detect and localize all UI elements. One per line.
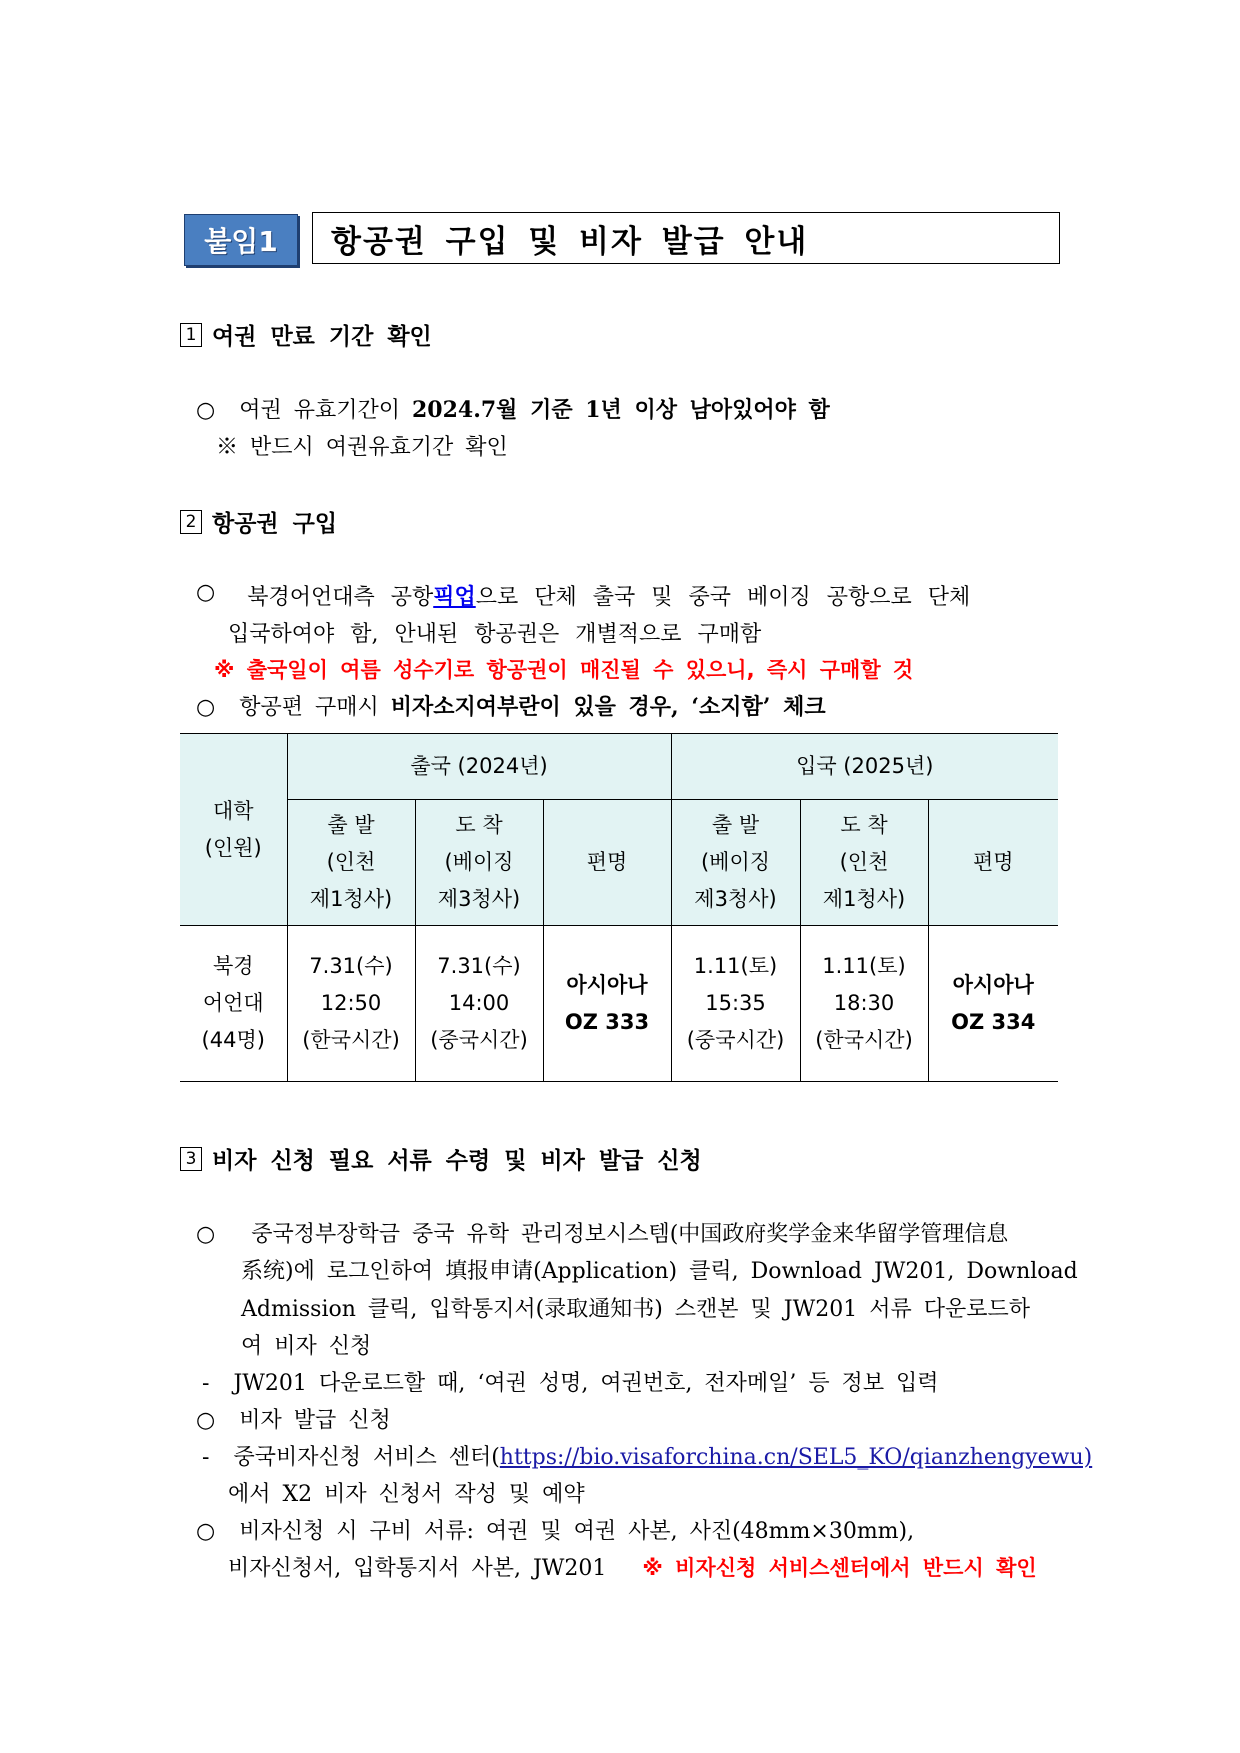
- col-return-to: 도 착 (인천 제1청사): [800, 800, 928, 926]
- section-3-dash-2-cont: 에서 X2 비자 신청서 작성 및 예약: [228, 1482, 585, 1507]
- col-return-flight: 편명: [928, 800, 1058, 926]
- col-return-from: 출 발 (베이징 제3청사): [671, 800, 800, 926]
- col-departure-flight: 편명: [543, 800, 671, 926]
- section-2-warning: ※ 출국일이 여름 성수기로 항공권이 매진될 수 있으니, 즉시 구매할 것: [214, 658, 914, 682]
- section-2-bullet-1-cont: 입국하여야 함, 안내된 항공권은 개별적으로 구매함: [228, 622, 762, 647]
- section-3-bullet-1-line-4: 여 비자 신청: [241, 1334, 372, 1359]
- return-group-header: 입국 (2025년): [671, 734, 1058, 800]
- cell-ret-from: 1.11(토) 15:35 (중국시간): [671, 926, 800, 1082]
- section-1-note: ※ 반드시 여권유효기간 확인: [216, 435, 508, 460]
- section-3-bullet-1-line-3: Admission 클릭, 입학통지서(录取通知书) 스캔본 및 JW201 서류 다운로드하: [241, 1297, 1030, 1322]
- cell-univ: 북경 어언대 (44명): [180, 926, 287, 1082]
- bullet-circle: ○: [196, 1408, 216, 1433]
- document-header: [184, 212, 1062, 264]
- cell-ret-flight: 아시아나 OZ 334: [928, 926, 1058, 1082]
- section-1-heading: [180, 318, 432, 351]
- dash-marker: -: [202, 1371, 210, 1396]
- section-2-number: 2: [180, 510, 202, 534]
- section-3-heading: [180, 1142, 702, 1175]
- section-2-bullet-1: ○ 북경어언대측 공항 픽업 으로 단체 출국 및 중국 베이징 공항으로 단체: [196, 580, 971, 610]
- bullet-circle: ○: [196, 398, 216, 423]
- cell-dep-to: 7.31(수) 14:00 (중국시간): [415, 926, 543, 1082]
- section-2-title: 항공권 구입: [212, 510, 338, 537]
- section-1-bullet-1: ○ 여권 유효기간이 2024.7월 기준 1년 이상 남아있어야 함: [196, 397, 830, 423]
- attachment-badge: 붙임1: [184, 214, 298, 266]
- section-2-bullet-2: ○ 항공편 구매시 비자소지여부란이 있을 경우, ‘소지함’ 체크: [196, 694, 826, 720]
- section-3-bullet-3: ○ 비자신청 시 구비 서류: 여권 및 여권 사본, 사진(48mm×30mm),: [196, 1519, 915, 1544]
- section-3-bullet-1-line-2: 系统)에 로그인하여 填报申请(Application) 클릭, Download JW201, Download: [241, 1259, 1078, 1284]
- visa-center-warning: ※ 비자신청 서비스센터에서 반드시 확인: [642, 1556, 1037, 1580]
- col-departure-from: 출 발 (인천 제1청사): [287, 800, 415, 926]
- section-1-title: 여권 만료 기간 확인: [212, 323, 432, 350]
- section-3-title: 비자 신청 필요 서류 수령 및 비자 발급 신청: [212, 1147, 702, 1174]
- section-3-bullet-1: ○ 중국정부장학금 중국 유학 관리정보시스템(中国政府奖学金来华留学管理信息: [196, 1222, 1009, 1247]
- table-row: [180, 926, 1058, 1082]
- page-title: 항공권 구입 및 비자 발급 안내: [312, 212, 1060, 264]
- section-1-number: 1: [180, 323, 202, 347]
- section-3-bullet-3-cont: 비자신청서, 입학통지서 사본, JW201 ※ 비자신청 서비스센터에서 반드시 확인: [228, 1556, 1037, 1581]
- visa-center-link[interactable]: https://bio.visaforchina.cn/SEL5_KO/qianzhengyewu): [499, 1445, 1093, 1470]
- departure-group-header: 출국 (2024년): [287, 734, 671, 800]
- pickup-link[interactable]: 픽업: [433, 584, 476, 610]
- bullet-circle: ○: [196, 1519, 216, 1544]
- section-2-heading: [180, 505, 337, 538]
- cell-ret-to: 1.11(토) 18:30 (한국시간): [800, 926, 928, 1082]
- section-3-bullet-2: ○ 비자 발급 신청: [196, 1408, 391, 1433]
- bullet-circle: ○: [196, 580, 216, 605]
- flight-table: [180, 733, 1058, 1082]
- cell-dep-flight: 아시아나 OZ 333: [543, 926, 671, 1082]
- section-3-dash-1: - JW201 다운로드할 때, ‘여권 성명, 여권번호, 전자메일’ 등 정보 입력: [202, 1371, 939, 1396]
- cell-dep-from: 7.31(수) 12:50 (한국시간): [287, 926, 415, 1082]
- univ-header: 대학 (인원): [180, 734, 287, 926]
- section-3-number: 3: [180, 1147, 202, 1171]
- col-departure-to: 도 착 (베이징 제3청사): [415, 800, 543, 926]
- dash-marker: -: [202, 1445, 210, 1470]
- bullet-circle: ○: [196, 1222, 216, 1247]
- section-3-dash-2: - 중국비자신청 서비스 센터(https://bio.visaforchina.cn/SEL5_KO/qianzhengyewu): [202, 1445, 1093, 1470]
- bullet-circle: ○: [196, 695, 216, 720]
- passport-requirement: 2024.7월 기준 1년 이상 남아있어야 함: [411, 397, 830, 423]
